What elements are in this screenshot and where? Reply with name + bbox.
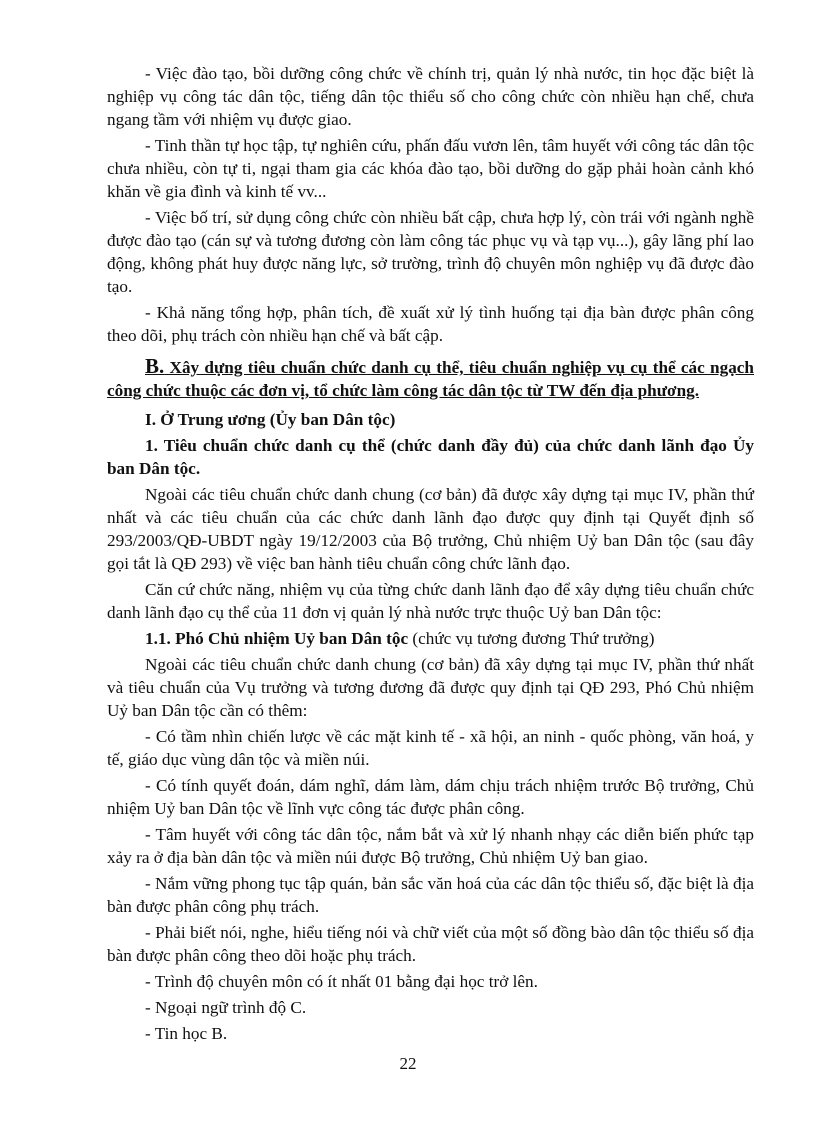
requirement-item: - Ngoại ngữ trình độ C. <box>145 998 307 1017</box>
requirement-item: - Có tầm nhìn chiến lược về các mặt kinh tế - xã hội, an ninh - quốc phòng, văn hoá, y tế, giáo dục vùng dân tộc và miền núi. <box>107 727 754 769</box>
requirement-item: - Tin học B. <box>145 1024 228 1043</box>
paragraph: Căn cứ chức năng, nhiệm vụ của từng chức danh lãnh đạo để xây dựng tiêu chuẩn chức danh lãnh đạo cụ thể của 11 đơn vị quản lý nhà nước trực thuộc Uỷ ban Dân tộc: <box>107 580 754 622</box>
section-title <box>107 355 754 402</box>
heading-level-2: 1. Tiêu chuẩn chức danh cụ thể (chức danh đầy đủ) của chức danh lãnh đạo Ủy ban Dân tộc. <box>107 436 754 478</box>
paragraph: - Việc bố trí, sử dụng công chức còn nhiều bất cập, chưa hợp lý, còn trái với ngành nghề được đào tạo (cán sự và tương đương còn làm công tác phục vụ và tạp vụ...), gây lãng phí lao động, không phát huy được năng lực, sở trường, trình độ chuyên môn nghiệp vụ đã được đào tạo. <box>107 208 754 296</box>
paragraph: Ngoài các tiêu chuẩn chức danh chung (cơ bản) đã được xây dựng tại mục IV, phần thứ nhất và các tiêu chuẩn của các chức danh lãnh đạo được quy định tại Quyết định số 293/2003/QĐ-UBDT ngày 19/12/2003 của Bộ trưởng, Chủ nhiệm Uỷ ban Dân tộc (sau đây gọi tắt là QĐ 293) về việc ban hành tiêu chuẩn công chức lãnh đạo. <box>107 485 754 573</box>
subheading-normal: (chức vụ tương đương Thứ trưởng) <box>408 629 655 648</box>
section-letter: B. <box>145 354 165 378</box>
heading-level-1: I. Ở Trung ương (Ủy ban Dân tộc) <box>145 410 396 429</box>
subheading <box>107 627 754 650</box>
page-number: 22 <box>399 1054 417 1073</box>
requirement-item: - Trình độ chuyên môn có ít nhất 01 bằng đại học trở lên. <box>145 972 538 991</box>
paragraph: - Việc đào tạo, bồi dưỡng công chức về chính trị, quản lý nhà nước, tin học đặc biệt là nghiệp vụ công tác dân tộc, tiếng dân tộc thiểu số cho công chức còn nhiều hạn chế, chưa ngang tầm với nhiệm vụ được giao. <box>107 64 754 129</box>
paragraph: - Tinh thần tự học tập, tự nghiên cứu, phấn đấu vươn lên, tâm huyết với công tác dân tộc chưa nhiều, còn tự ti, ngại tham gia các khóa đào tạo, bồi dưỡng do gặp phải hoàn cảnh khó khăn về gia đình và kinh tế vv... <box>107 136 754 201</box>
requirement-item: - Tâm huyết với công tác dân tộc, nắm bắt và xử lý nhanh nhạy các diễn biến phức tạp xảy ra ở địa bàn dân tộc và miền núi được Bộ trưởng, Chủ nhiệm Uỷ ban giao. <box>107 825 754 867</box>
requirement-item: - Phải biết nói, nghe, hiểu tiếng nói và chữ viết của một số đồng bào dân tộc thiểu số địa bàn được phân công theo dõi hoặc phụ trách. <box>107 923 754 965</box>
requirement-item: - Nắm vững phong tục tập quán, bản sắc văn hoá của các dân tộc thiểu số, đặc biệt là địa bàn được phân công phụ trách. <box>107 874 754 916</box>
paragraph: Ngoài các tiêu chuẩn chức danh chung (cơ bản) đã xây dựng tại mục IV, phần thứ nhất và tiêu chuẩn của Vụ trưởng và tương đương đã được quy định tại QĐ 293, Phó Chủ nhiệm Uỷ ban Dân tộc cần có thêm: <box>107 655 754 720</box>
section-title-text: Xây dựng tiêu chuẩn chức danh cụ thể, tiêu chuẩn nghiệp vụ cụ thể các ngạch công chức thuộc các đơn vị, tổ chức làm công tác dân tộc từ TW đến địa phương. <box>107 358 754 400</box>
paragraph: - Khả năng tổng hợp, phân tích, đề xuất xử lý tình huống tại địa bàn được phân công theo dõi, phụ trách còn nhiều hạn chế và bất cập. <box>107 303 754 345</box>
requirement-item: - Có tính quyết đoán, dám nghĩ, dám làm, dám chịu trách nhiệm trước Bộ trưởng, Chủ nhiệm Uỷ ban Dân tộc về lĩnh vực công tác được phân công. <box>107 776 754 818</box>
page-body <box>107 62 754 1048</box>
subheading-bold: 1.1. Phó Chủ nhiệm Uỷ ban Dân tộc <box>145 629 409 648</box>
